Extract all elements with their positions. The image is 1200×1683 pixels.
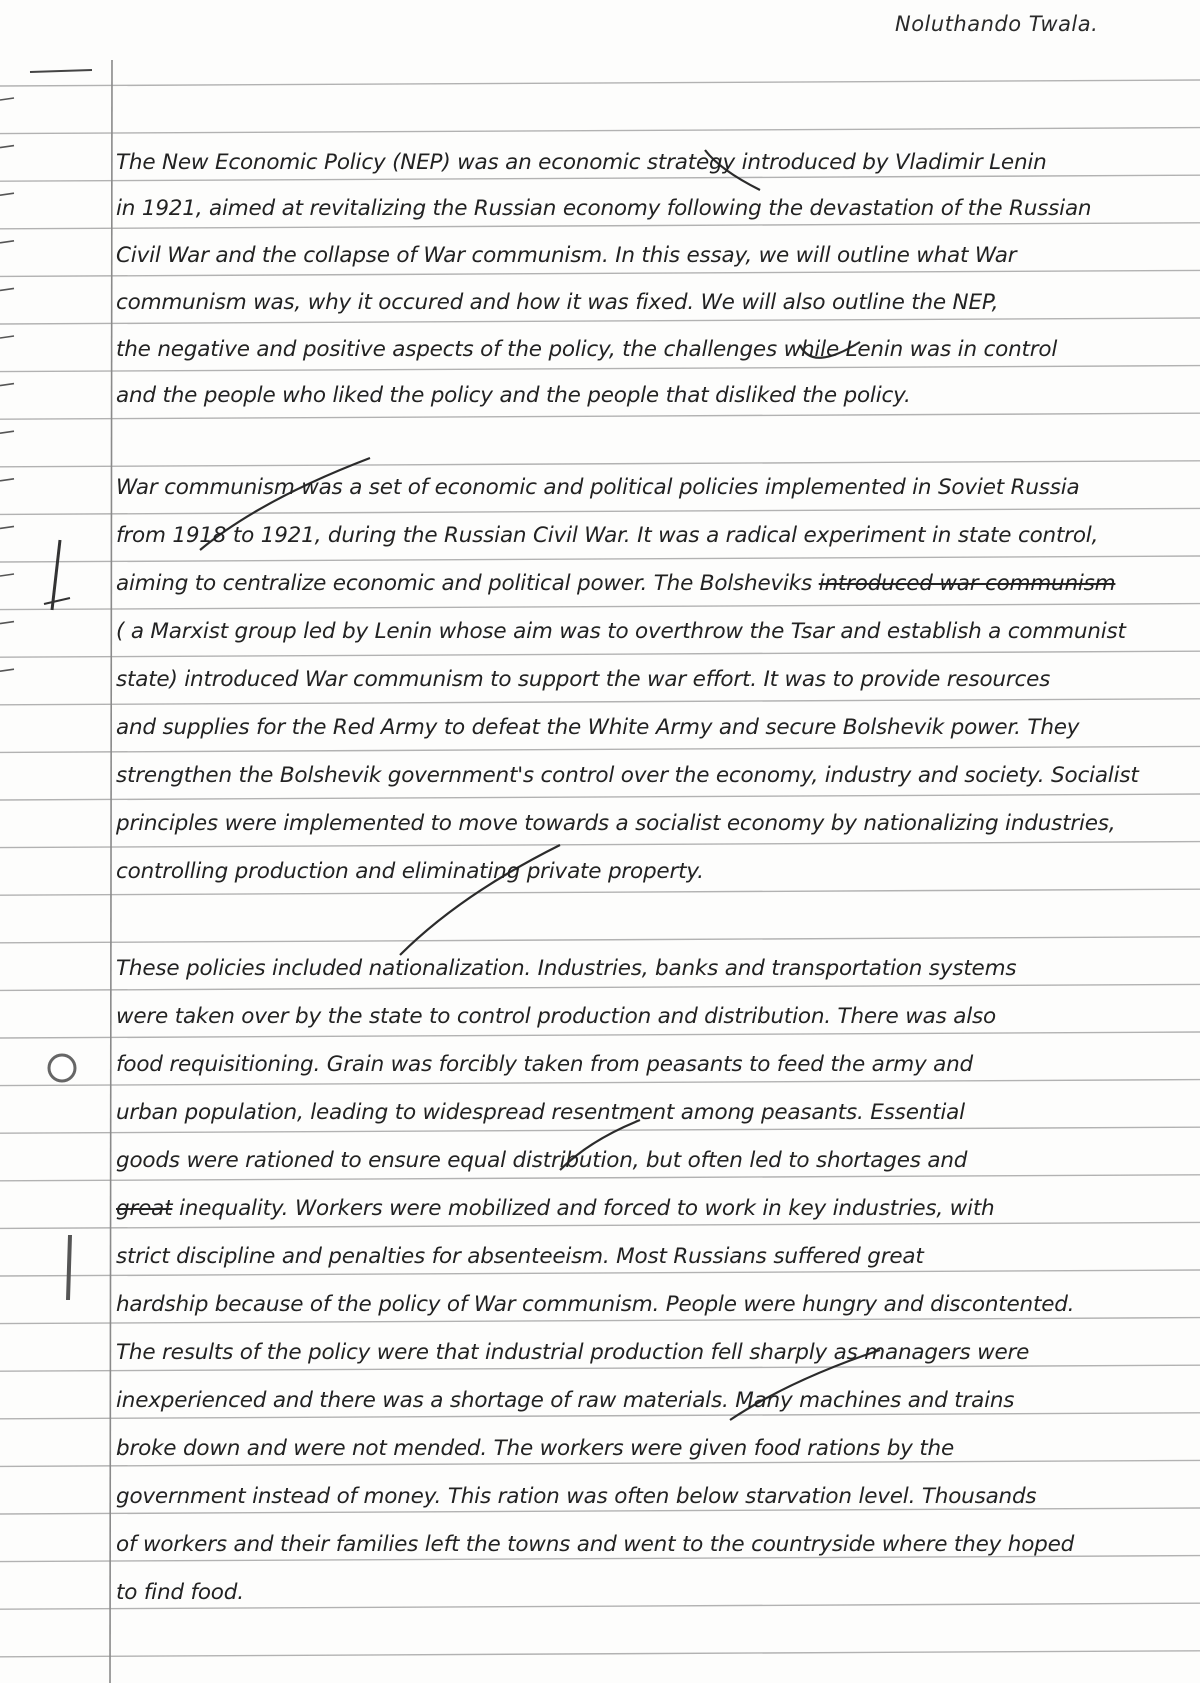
ruled-line	[0, 1127, 1200, 1133]
ruled-line	[0, 1222, 1200, 1228]
text-line: and supplies for the Red Army to defeat the White Army and secure Bolshevik power. They	[116, 715, 1080, 740]
ruled-line	[0, 842, 1200, 848]
edge-tick	[0, 193, 14, 195]
edge-tick	[0, 669, 14, 671]
text-line	[116, 1196, 1116, 1222]
ruled-line	[0, 366, 1200, 372]
margin-stroke	[68, 1235, 70, 1300]
ruled-line	[0, 1318, 1200, 1324]
ruled-line	[0, 1175, 1200, 1181]
edge-tick	[0, 241, 14, 243]
ruled-line	[0, 794, 1200, 800]
text-line: controlling production and eliminating private property.	[116, 859, 704, 884]
text-line: War communism was a set of economic and political policies implemented in Soviet Russia	[116, 475, 1080, 500]
edge-tick	[0, 288, 14, 290]
edge-tick	[0, 146, 14, 148]
ruled-line	[0, 746, 1200, 752]
ruled-line	[0, 699, 1200, 705]
text-line: Civil War and the collapse of War communism. In this essay, we will outline what War	[116, 243, 1017, 268]
edge-tick	[0, 479, 14, 481]
text-line: food requisitioning. Grain was forcibly taken from peasants to feed the army and	[116, 1052, 973, 1077]
text-line: broke down and were not mended. The workers were given food rations by the	[116, 1436, 955, 1461]
text-line: in 1921, aimed at revitalizing the Russian economy following the devastation of the Russian	[116, 196, 1092, 221]
ruled-line	[0, 1032, 1200, 1038]
edge-tick	[0, 384, 14, 386]
edge-tick	[0, 526, 14, 528]
ruled-line	[0, 1080, 1200, 1086]
text-line: The New Economic Policy (NEP) was an economic strategy introduced by Vladimir Lenin	[116, 150, 1047, 175]
struck-text: great	[116, 1196, 173, 1221]
edge-tick	[0, 98, 14, 100]
text-segment: aiming to centralize economic and political power. The Bolsheviks	[116, 571, 813, 596]
ruled-line	[0, 175, 1200, 181]
ruled-line	[0, 318, 1200, 324]
edge-tick	[0, 622, 14, 624]
margin-stroke	[44, 598, 70, 604]
text-line: strengthen the Bolshevik government's control over the economy, industry and society. Socialist	[116, 763, 1139, 788]
margin-stroke	[52, 540, 60, 610]
ruled-line	[0, 1270, 1200, 1276]
text-line: and the people who liked the policy and the people that disliked the policy.	[116, 383, 911, 408]
ruled-line	[0, 604, 1200, 610]
ruled-line	[0, 984, 1200, 990]
ruled-line	[0, 80, 1200, 86]
text-line: of workers and their families left the towns and went to the countryside where they hoped	[116, 1532, 1075, 1557]
text-line: from 1918 to 1921, during the Russian Civil War. It was a radical experiment in state control,	[116, 523, 1099, 548]
text-line: inexperienced and there was a shortage of raw materials. Many machines and trains	[116, 1388, 1015, 1413]
text-line: government instead of money. This ration was often below starvation level. Thousands	[116, 1484, 1037, 1509]
top-dash	[30, 70, 92, 72]
ruled-line	[0, 461, 1200, 467]
text-line: hardship because of the policy of War communism. People were hungry and discontented.	[116, 1292, 1075, 1317]
ruled-line	[0, 1651, 1200, 1657]
text-line: state) introduced War communism to support the war effort. It was to provide resources	[116, 667, 1051, 692]
text-line: strict discipline and penalties for absenteeism. Most Russians suffered great	[116, 1244, 924, 1269]
text-line: the negative and positive aspects of the policy, the challenges while Lenin was in control	[116, 337, 1058, 362]
ruled-line	[0, 937, 1200, 943]
text-line: urban population, leading to widespread resentment among peasants. Essential	[116, 1100, 965, 1125]
text-line: were taken over by the state to control production and distribution. There was also	[116, 1004, 996, 1029]
text-line: The results of the policy were that industrial production fell sharply as managers were	[116, 1340, 1030, 1365]
text-line: These policies included nationalization. Industries, banks and transportation systems	[116, 956, 1017, 981]
ruled-line	[0, 1365, 1200, 1371]
edge-tick	[0, 336, 14, 338]
ruled-line	[0, 556, 1200, 562]
text-line: to find food.	[116, 1580, 244, 1605]
ruled-line	[0, 270, 1200, 276]
ruled-line	[0, 413, 1200, 419]
binder-hole	[49, 1055, 75, 1081]
ruled-line	[0, 223, 1200, 229]
struck-text: introduced war communism	[818, 571, 1116, 596]
edge-tick	[0, 574, 14, 576]
text-line	[116, 571, 1116, 597]
text-line: communism was, why it occured and how it was fixed. We will also outline the NEP,	[116, 290, 999, 315]
text-line: ( a Marxist group led by Lenin whose aim was to overthrow the Tsar and establish a communist	[116, 619, 1126, 644]
ruled-line	[0, 508, 1200, 514]
ruled-line	[0, 651, 1200, 657]
author-name: Noluthando Twala.	[895, 12, 1099, 36]
text-line: goods were rationed to ensure equal distribution, but often led to shortages and	[116, 1148, 968, 1173]
ruled-line	[0, 889, 1200, 895]
text-line: principles were implemented to move towards a socialist economy by nationalizing industries,	[116, 811, 1116, 836]
ruled-line	[0, 128, 1200, 134]
margin-line	[110, 60, 112, 1683]
text-segment: inequality. Workers were mobilized and forced to work in key industries, with	[178, 1196, 995, 1221]
edge-tick	[0, 431, 14, 433]
